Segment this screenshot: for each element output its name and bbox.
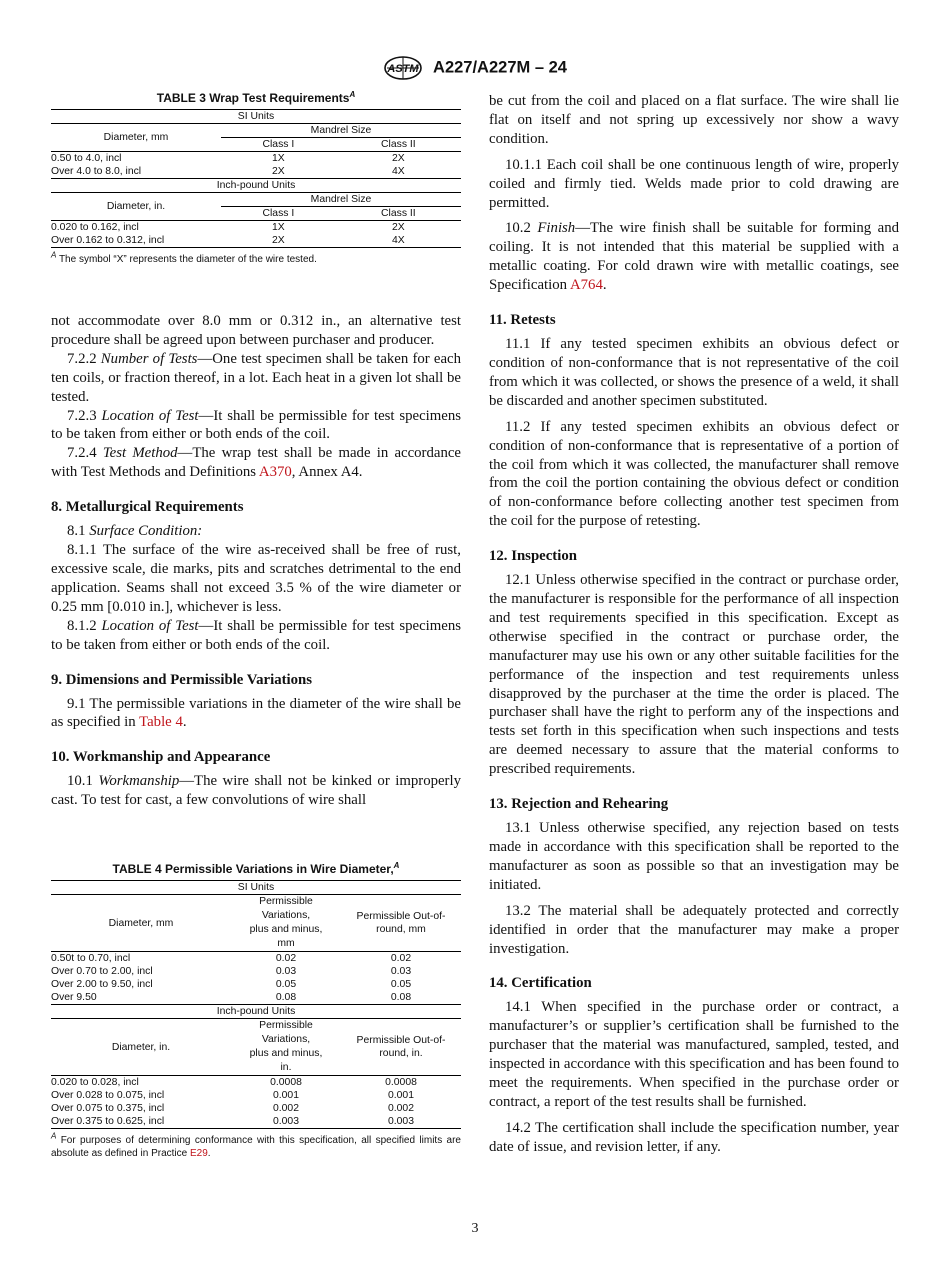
paragraph-14-1: 14.1 When specified in the purchase order or contract, a manufacturer’s or supplier’s certification shall be furnished to the purchaser that the material was manufactured, sampled, tested, and inspected in accordance with this specification and has been found to meet the requirements. When specified in the purchase order or contract, a report of the test results shall be furnished. (489, 999, 899, 1110)
table-row: Over 4.0 to 8.0, incl 2X 4X (51, 166, 405, 177)
paragraph-14-2: 14.2 The certification shall include the specification number, year date of issue, and revision letter, if any. (489, 1119, 899, 1155)
section-11-heading: 11. Retests (489, 312, 556, 329)
class-1-header: Class I (221, 138, 336, 152)
table-row: Over 9.50 0.08 0.08 (51, 992, 412, 1003)
mandrel-size-header: Mandrel Size (221, 124, 461, 138)
section-8-heading: 8. Metallurgical Requirements (51, 499, 244, 516)
table-row: Over 0.162 to 0.312, incl 2X 4X (51, 234, 461, 248)
class-1-header: Class I (221, 207, 336, 221)
e29-link[interactable]: E29 (189, 1148, 208, 1159)
table-4-link[interactable]: Table 4 (139, 714, 183, 731)
paragraph-10-2: 10.2 Finish—The wire finish shall be suitable for forming and coiling. It is not intended that this material be supplied with a metallic coating. For cold drawn wire with metallic coatings, see Specification A764. (489, 220, 900, 294)
si-units-label: SI Units (51, 881, 461, 895)
out-of-round-mm-header: Permissible Out-of- round, mm (341, 895, 461, 952)
class-2-header: Class II (336, 207, 461, 221)
section-10-heading: 10. Workmanship and Appearance (51, 749, 271, 766)
si-units-label: SI Units (51, 110, 461, 124)
paragraph-7-2-2: 7.2.2 Number of Tests—One test specimen shall be taken for each ten coils, or fraction thereof, in a lot. Each heat in a given lot shall be tested. (51, 350, 462, 405)
table-row: Over 2.00 to 9.50, incl 0.05 0.05 (51, 979, 412, 990)
table-row: 0.50 to 4.0, incl 1X 2X (51, 153, 405, 164)
diameter-mm-header: Diameter, mm (51, 895, 231, 952)
diameter-mm-header: Diameter, mm (51, 124, 221, 152)
paragraph-8-1: 8.1 Surface Condition: (67, 523, 203, 540)
paragraph-13-1: 13.1 Unless otherwise specified, any rejection based on tests made in accordance with this specification shall be reported to the manufacturer as soon as possible so that an investigation may be initiated. (489, 820, 899, 893)
table-4-block (51, 863, 461, 1160)
table-row: 0.50t to 0.70, incl 0.02 0.02 (51, 953, 412, 964)
table-row: Over 0.70 to 2.00, incl 0.03 0.03 (51, 966, 412, 977)
a370-link[interactable]: A370 (258, 464, 292, 481)
paragraph-9-1: 9.1 The permissible variations in the diameter of the wire shall be as specified in Table 4. (51, 695, 461, 731)
section-12-heading: 12. Inspection (489, 548, 577, 565)
section-13-heading: 13. Rejection and Rehearing (489, 796, 669, 813)
right-column (489, 92, 899, 1157)
table-row: Over 0.375 to 0.625, incl 0.003 0.003 (51, 1115, 461, 1129)
paragraph-10-1: 10.1 Workmanship—The wire shall not be kinked or improperly cast. To test for cast, a few convolutions of wire shall (51, 773, 461, 809)
paragraph-7-2-3: 7.2.3 Location of Test—It shall be permissible for test specimens to be taken from either or both ends of the coil. (51, 407, 461, 443)
diameter-in-header: Diameter, in. (51, 193, 221, 221)
section-9-heading: 9. Dimensions and Permissible Variations (51, 671, 313, 688)
table-4-title: TABLE 4 Permissible Variations in Wire Diameter,$^A$ (112, 861, 400, 876)
table-row: Over 0.075 to 0.375, incl 0.002 0.002 (51, 1103, 414, 1114)
table-row: 0.020 to 0.028, incl 0.0008 0.0008 (51, 1077, 417, 1088)
out-of-round-in-header: Permissible Out-of- round, in. (341, 1019, 461, 1076)
left-column (51, 92, 461, 810)
paragraph-11-2: 11.2 If any tested specimen exhibits an obvious defect or condition of non-conformance that is representative of a portion of the coil from which it was collected, the manufacturer shall remove from the coil the portion containing the obvious defect or condition of non-conformance before collecting another test specimen from the coil for the purpose of retesting. (489, 418, 899, 530)
table-row: 0.020 to 0.162, incl 1X 2X (51, 222, 405, 233)
a764-link[interactable]: A764 (569, 277, 603, 294)
paragraph-8-1-1: 8.1.1 The surface of the wire as-received shall be free of rust, excessive scale, die marks, pits and scratches detrimental to the end application. Seams shall not exceed 3.5 % of the wire diameter or 0.25 mm [0.010 in.], whichever is less. (51, 542, 461, 615)
table-4-footnote: $^A$ For purposes of determining conformance with this specification, all specified limits are absolute as defined in Practice E29. (51, 1131, 461, 1159)
page-header (0, 56, 950, 84)
paragraph-13-2: 13.2 The material shall be adequately protected and correctly identified in order that the manufacturer may make a proper investigation. (489, 902, 899, 957)
mandrel-size-header: Mandrel Size (221, 193, 461, 207)
paragraph-7-2-1-cont: not accommodate over 8.0 mm or 0.312 in., an alternative test procedure shall be agreed upon between purchaser and producer. (51, 313, 461, 348)
svg-text:ASTM: ASTM (387, 63, 419, 75)
variations-in-header: Permissible Variations, plus and minus, in. (231, 1019, 341, 1076)
paragraph-7-2-4: 7.2.4 Test Method—The wrap test shall be made in accordance with Test Methods and Definitions A370, Annex A4. (51, 445, 461, 481)
designation: A227/A227M – 24 (433, 58, 567, 77)
table-3-title: TABLE 3 Wrap Test Requirements$^A$ (156, 90, 356, 105)
table-3 (51, 92, 461, 248)
table-row: Over 0.028 to 0.075, incl 0.001 0.001 (51, 1090, 414, 1101)
table-4 (51, 863, 461, 1129)
inch-pound-units-label: Inch-pound Units (51, 179, 461, 193)
variations-mm-header: Permissible Variations, plus and minus, mm (231, 895, 341, 952)
paragraph-11-1: 11.1 If any tested specimen exhibits an obvious defect or condition of non-conformance that is not representative of the coil from which it was collected, or shows the presence of a weld, it shall be discarded and another specimen substituted. (489, 336, 899, 409)
paragraph-10-1-1: 10.1.1 Each coil shall be one continuous length of wire, properly coiled and firmly tied. Welds made prior to cold drawing are permitted. (489, 156, 899, 211)
astm-logo-icon (383, 56, 423, 80)
paragraph-8-1-2: 8.1.2 Location of Test—It shall be permissible for test specimens to be taken from either or both ends of the coil. (51, 617, 461, 653)
paragraph-12-1: 12.1 Unless otherwise specified in the contract or purchase order, the manufacturer is responsible for the performance of all inspection and test requirements specified in this specification. Except as otherwise specified in the contract or purchase order, the manufacturer may use his own or any other suitable facilities for the performance of the inspection and test requirements unless disapproved by the purchaser at the time the order is placed. The purchaser shall have the right to perform any of the inspections and tests set forth in this specification when such inspections and tests are deemed necessary to assure that the material conforms to prescribed requirements. (489, 572, 899, 778)
section-14-heading: 14. Certification (489, 975, 592, 992)
page-number: 3 (471, 1221, 479, 1236)
paragraph-10-1-cont: be cut from the coil and placed on a flat surface. The wire shall lie flat on itself and not spring up excessively nor show a wavy condition. (489, 93, 899, 147)
table-3-footnote: $^A$ The symbol “X” represents the diameter of the wire tested. (51, 250, 317, 265)
class-2-header: Class II (336, 138, 461, 152)
diameter-in-header: Diameter, in. (51, 1019, 231, 1076)
inch-pound-units-label: Inch-pound Units (51, 1005, 461, 1019)
